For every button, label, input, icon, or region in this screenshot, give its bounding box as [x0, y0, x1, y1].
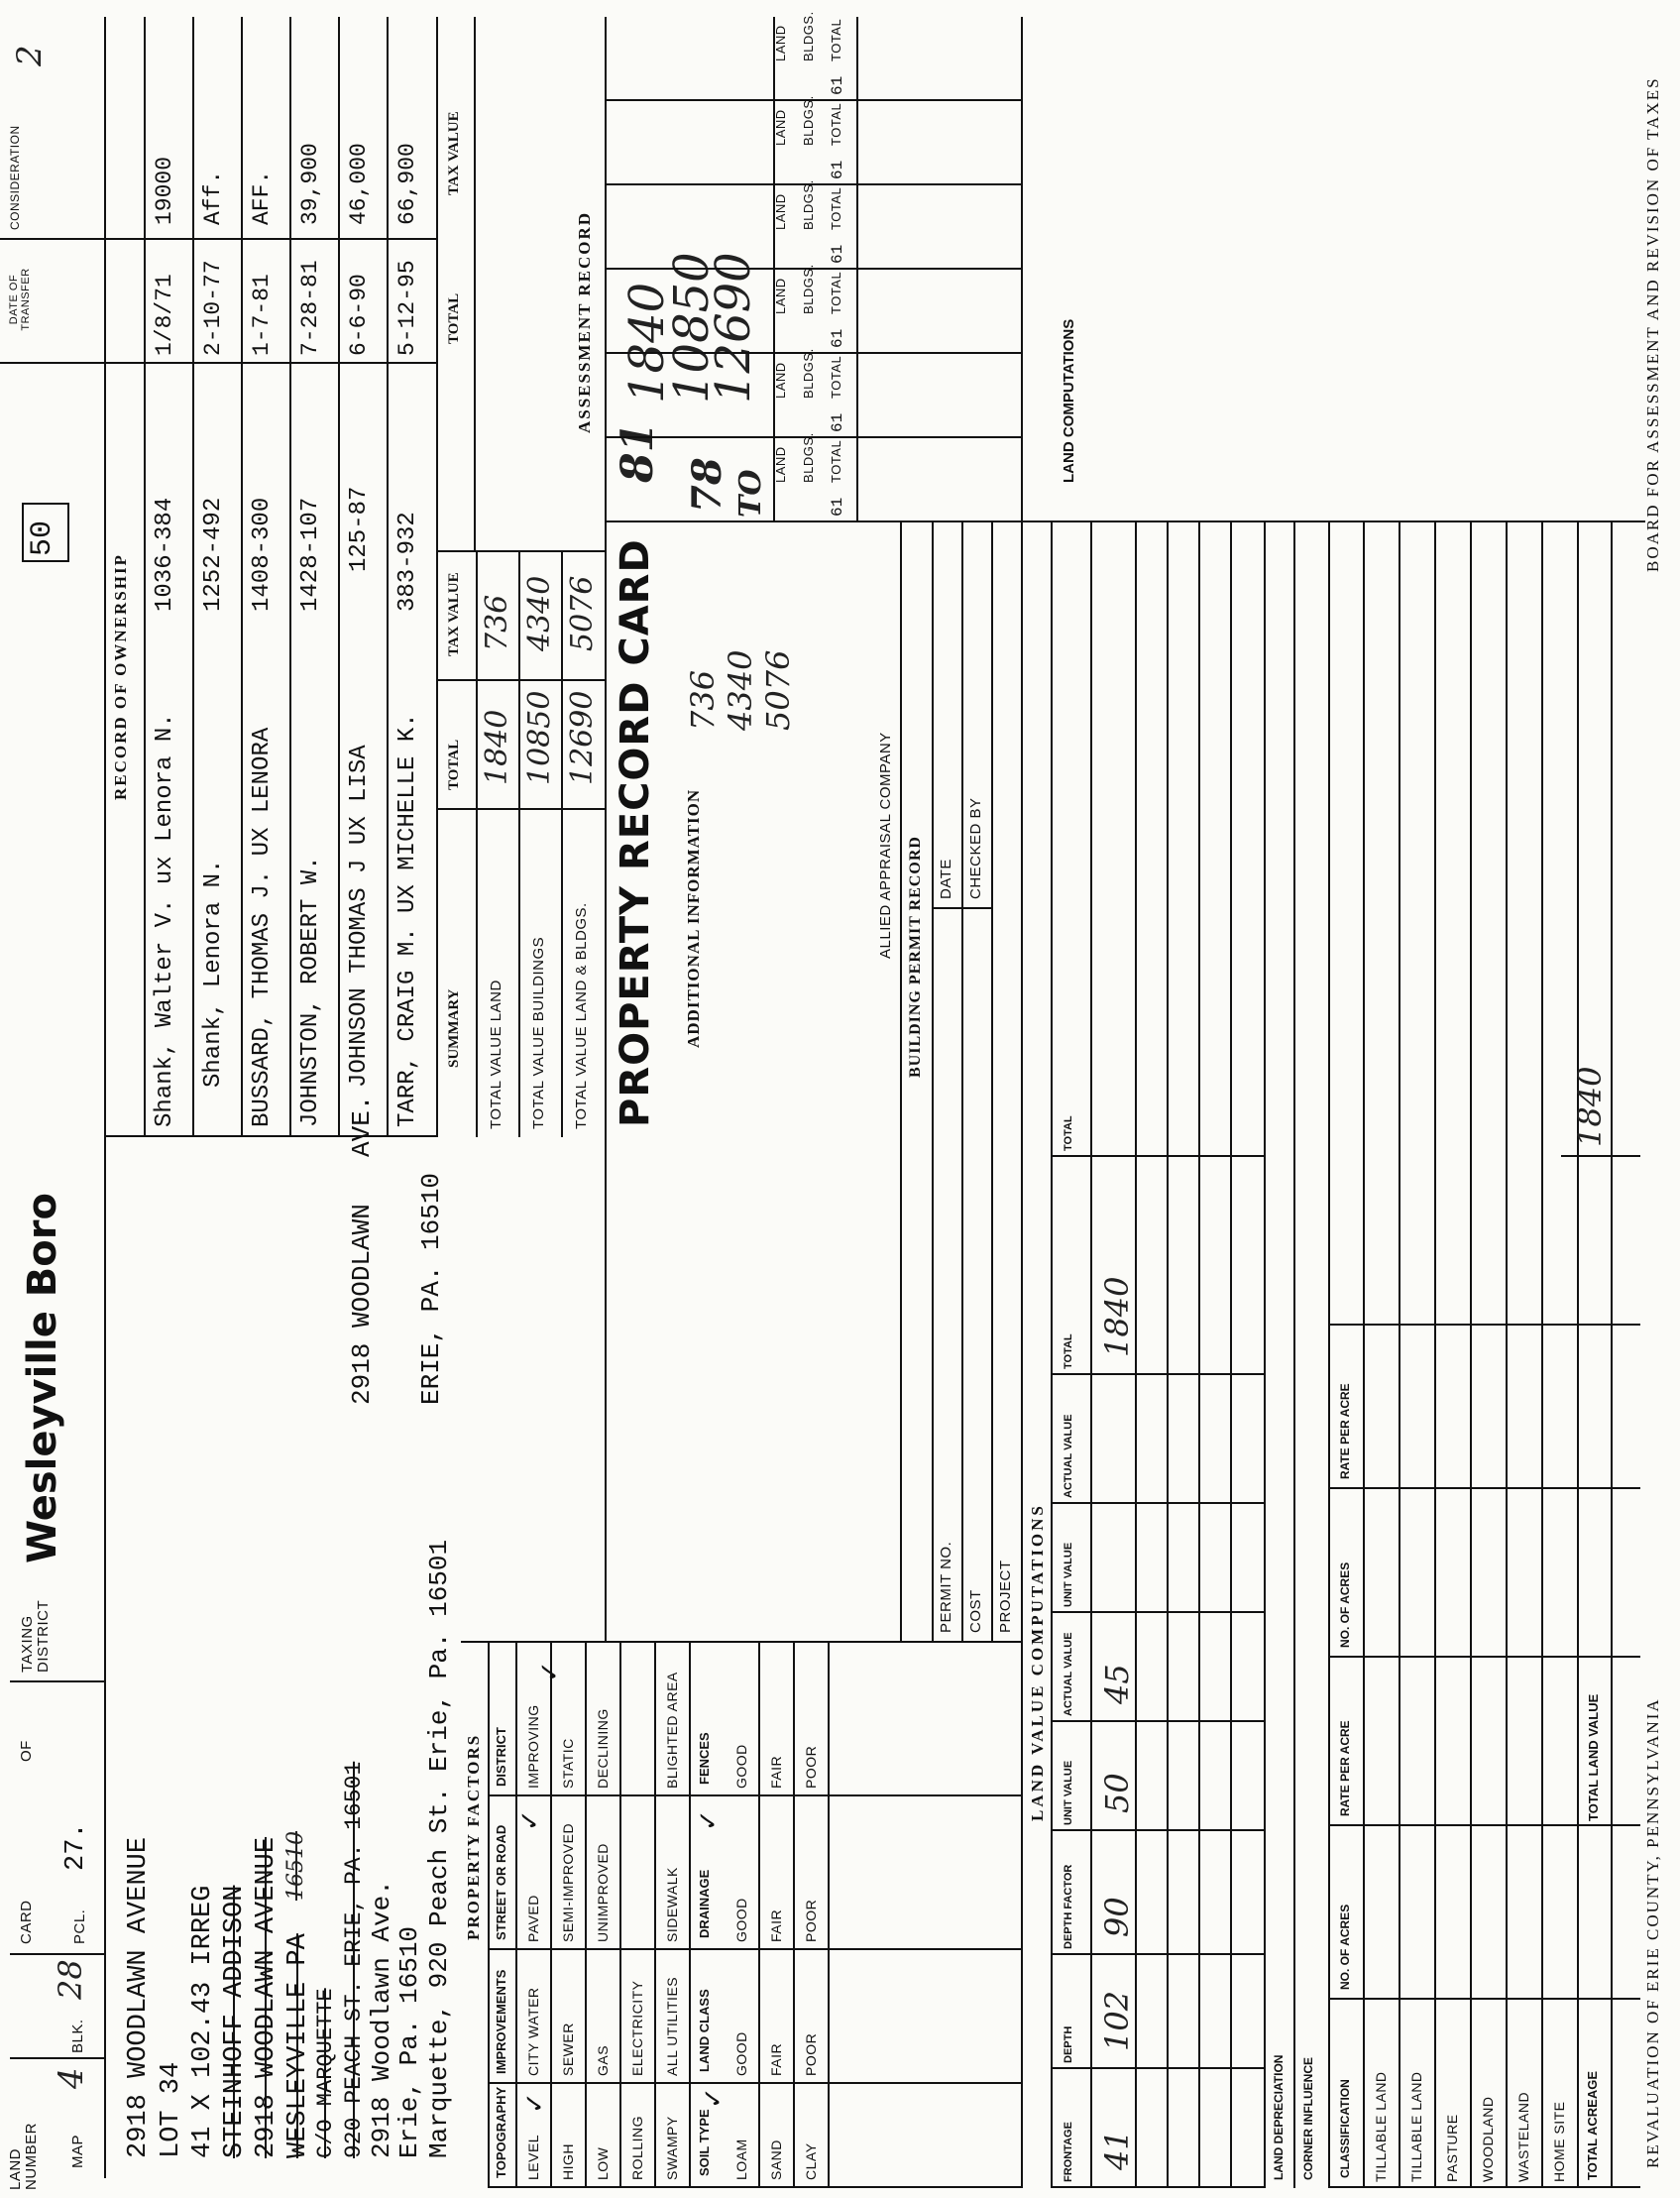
summary-tax: 736	[480, 594, 514, 651]
lv-cell: 41	[1098, 2130, 1136, 2170]
factors-row-line	[758, 1643, 760, 2188]
factor-item: SWAMPY	[664, 2116, 680, 2180]
consideration: Aff.	[200, 170, 226, 225]
topography-header: TOPOGRAPHY	[494, 2086, 508, 2178]
factors-col-line	[488, 2082, 1021, 2084]
factor-item: BLIGHTED AREA	[664, 1672, 680, 1789]
assessment-col-line	[605, 436, 1021, 438]
lv-line	[1230, 522, 1232, 2188]
owner-name: JOHNSTON, ROBERT W.	[297, 856, 324, 1127]
lv-line	[1506, 522, 1508, 2188]
factors-row-line	[654, 1643, 656, 2188]
factor-item: GAS	[595, 2044, 611, 2076]
right-tax-header: TAX VALUE	[446, 111, 462, 195]
property-factors-title: PROPERTY FACTORS	[464, 1733, 483, 1940]
pcl-label: PCL.	[71, 1909, 88, 1944]
lv-line	[1198, 522, 1200, 2188]
assessment-cell-label: BLDGS.	[801, 348, 816, 399]
summary-total: 10850	[522, 690, 557, 785]
factor-item: IMPROVING	[525, 1704, 541, 1789]
improvements-header: IMPROVEMENTS	[494, 1969, 508, 2074]
transfer-date: 6-6-90	[346, 274, 372, 356]
assessment-cell-label: TOTAL	[829, 102, 843, 146]
class-label: PASTURE	[1444, 2114, 1460, 2182]
factor-item: ROLLING	[629, 2116, 645, 2180]
assessment-col-line	[605, 183, 1021, 185]
transfer-date: 7-28-81	[297, 260, 323, 356]
assessment-hand-year: 81	[613, 421, 663, 483]
addr-line11: Marquette, 920 Peach St. Erie, Pa. 16501	[424, 1539, 454, 2158]
consideration: AFF.	[249, 170, 275, 225]
addr-line7: C/O MARQUETTE	[313, 1988, 338, 2158]
factor-item: CLAY	[803, 2142, 819, 2180]
factors-row-line	[619, 1643, 621, 2188]
factor-item: STATIC	[560, 1738, 576, 1789]
factor-item: FAIR	[768, 2042, 784, 2076]
pcl-value: 27.	[61, 1822, 91, 1871]
summary-title: SUMMARY	[446, 988, 462, 1068]
assessment-hand-year2: 78	[684, 457, 730, 513]
corner-mark: 2	[10, 45, 50, 66]
class-header: RATE PER ACRE	[1338, 1383, 1352, 1479]
consideration: 39,900	[297, 143, 323, 225]
addr-line4: STEINHOFF ADDISON	[220, 1885, 250, 2158]
ownership-row-line	[289, 17, 291, 1137]
footer-right: BOARD FOR ASSESSMENT AND REVISION OF TAXES	[1643, 76, 1662, 572]
summary-label: TOTAL VALUE LAND & BLDGS.	[573, 902, 590, 1129]
factor-item: PAVED	[525, 1895, 541, 1942]
ownership-row-line	[338, 17, 340, 1137]
owner-name: TARR, CRAIG M. UX MICHELLE K.	[394, 713, 421, 1127]
lv-line	[1264, 522, 1266, 2188]
owner-name: BUSSARD, THOMAS J. UX LENORA	[249, 727, 276, 1127]
permit-no-label: PERMIT NO.	[938, 1541, 954, 1633]
land-number-label: LAND NUMBER	[7, 2122, 40, 2190]
transfer-date: 2-10-77	[200, 260, 226, 356]
blk-value: 28	[52, 1959, 89, 2000]
lv-header: UNIT VALUE	[1063, 1760, 1074, 1825]
lv-line	[1135, 522, 1137, 2188]
assessment-year-mark: 61	[829, 160, 846, 179]
ownership-row-line	[387, 17, 389, 1137]
factor-item: SIDEWALK	[664, 1867, 680, 1942]
district-name: Wesleyville Boro	[20, 1193, 65, 1563]
assessment-cell-label: LAND	[773, 193, 788, 230]
assessment-cell-label: LAND	[773, 25, 788, 61]
assessment-cell-label: TOTAL	[829, 271, 843, 314]
permit-date-label: DATE	[938, 859, 954, 899]
checkmark: ✓	[520, 2092, 550, 2114]
consideration: 66,900	[394, 143, 420, 225]
factors-row-line	[550, 1643, 552, 2188]
summary-row-line	[476, 552, 478, 1137]
assessment-year-mark: 61	[829, 328, 846, 348]
transfer-date: 1/8/71	[152, 274, 177, 356]
owner-book: 125-87	[346, 486, 373, 572]
district-header: DISTRICT	[494, 1727, 508, 1787]
lv-col-line	[1328, 1656, 1640, 1658]
assessment-year-mark: 61	[829, 75, 846, 95]
assessment-cell-label: LAND	[773, 446, 788, 483]
of-label: OF	[18, 1740, 35, 1762]
lv-header: DEPTH	[1063, 2025, 1074, 2063]
class-label: HOME SITE	[1551, 2101, 1567, 2182]
ownership-row-line	[144, 17, 146, 1137]
factor-item: LOW	[595, 2146, 611, 2180]
land-depreciation-label: LAND DEPRECIATION	[1272, 2054, 1286, 2180]
lv-line	[1470, 522, 1472, 2188]
lv-line	[1051, 522, 1053, 2188]
lv-header: DEPTH FACTOR	[1063, 1864, 1074, 1949]
owner-name: Shank, Lenora N.	[200, 859, 227, 1088]
lv-header: ACTUAL VALUE	[1063, 1414, 1074, 1498]
factor-item: SEMI-IMPROVED	[560, 1822, 576, 1942]
land-value-title: LAND VALUE COMPUTATIONS	[1028, 1503, 1047, 1821]
total-acreage-label: TOTAL ACREAGE	[1585, 2070, 1600, 2180]
summary-total: 12690	[565, 690, 600, 785]
owner-name: Shank, Walter V. ux Lenora N.	[152, 713, 178, 1127]
corner-influence-label: CORNER INFLUENCE	[1301, 2056, 1315, 2180]
factor-item: POOR	[803, 1745, 819, 1789]
factors-row-line	[828, 1643, 830, 2188]
factor-item: GOOD	[733, 2031, 749, 2076]
assessment-cell-label: BLDGS.	[801, 432, 816, 483]
assessment-year-mark: 61	[829, 244, 846, 264]
ownership-row-line	[192, 17, 194, 1137]
owner-book: 383-932	[394, 512, 421, 612]
lv-line	[1328, 522, 1330, 2188]
factor-item: LOAM	[733, 2139, 749, 2180]
permit-project-label: PROJECT	[997, 1560, 1014, 1633]
lv-cell: 1840	[1098, 1276, 1136, 1357]
lv-line	[1363, 522, 1365, 2188]
addr-line9: 2918 Woodlawn Ave.	[367, 1880, 396, 2158]
assessment-cell-label: BLDGS.	[801, 11, 816, 61]
factors-row-line	[689, 1643, 691, 2188]
lv-line	[1434, 522, 1436, 2188]
factor-item: POOR	[803, 1899, 819, 1942]
assessment-year-mark: 61	[829, 497, 846, 517]
summary-total-header: TOTAL	[446, 739, 462, 790]
lv-col-line	[1328, 2186, 1640, 2188]
assessment-cell-label: BLDGS.	[801, 179, 816, 230]
lv-col-line	[1328, 1998, 1640, 2000]
class-label: TILLABLE LAND	[1373, 2071, 1389, 2182]
class-header: RATE PER ACRE	[1338, 1720, 1352, 1816]
assessment-col-line	[605, 352, 1021, 354]
addr-line6-hand: 16510	[283, 1831, 308, 1901]
factor-item: POOR	[803, 2032, 819, 2076]
assessment-hand-land: 1840	[619, 282, 675, 404]
summary-tax-header: TAX VALUE	[446, 572, 462, 656]
assessment-col-line	[605, 521, 1021, 522]
addr-line5: 2918 WOODLAWN AVENUE	[252, 1836, 281, 2158]
lv-line	[1167, 522, 1169, 2188]
summary-row-line	[518, 552, 520, 1137]
fences-header: FENCES	[697, 1732, 712, 1785]
factor-item: FAIR	[768, 1755, 784, 1789]
lv-line	[1577, 522, 1579, 2188]
summary-label: TOTAL VALUE LAND	[488, 980, 504, 1129]
addr-right2: AVE.	[347, 1095, 377, 1157]
transfer-date: 1-7-81	[249, 274, 275, 356]
ownership-title: RECORD OF OWNERSHIP	[111, 553, 130, 800]
ownership-row-line	[241, 17, 243, 1137]
factor-item: DECLINING	[595, 1708, 611, 1789]
addr-right1: 2918 WOODLAWN	[347, 1204, 377, 1405]
owner-book: 1036-384	[152, 497, 178, 612]
total-land-value-label: TOTAL LAND VALUE	[1586, 1693, 1601, 1821]
checkmark: ✓	[535, 1661, 565, 1682]
factor-item: HIGH	[560, 2143, 576, 2180]
factor-item: SEWER	[560, 2023, 576, 2076]
class-header: CLASSIFICATION	[1338, 2079, 1352, 2178]
factor-item: GOOD	[733, 1744, 749, 1789]
lv-line	[1611, 522, 1613, 2188]
checkmark: ✓	[515, 1809, 545, 1831]
assessment-cell-label: LAND	[773, 278, 788, 314]
class-label: WOODLAND	[1480, 2096, 1496, 2182]
addl-hand-1: 736	[684, 669, 722, 731]
map-value: 4	[52, 2067, 91, 2089]
permit-cost-label: COST	[967, 1589, 984, 1633]
summary-tax: 5076	[565, 575, 600, 651]
addr-line8: 920 PEACH ST. ERIE, PA. 16501	[341, 1761, 367, 2158]
factors-col-line	[488, 1948, 1021, 1950]
assessment-line	[773, 17, 775, 522]
factors-row-line	[793, 1643, 795, 2188]
lv-col-line	[1328, 1487, 1640, 1489]
assessment-col-line	[605, 268, 1021, 270]
assessment-cell-label: BLDGS.	[801, 264, 816, 314]
summary-row-line	[561, 552, 563, 1137]
card-label: CARD	[18, 1900, 35, 1944]
transfer-date: 5-12-95	[394, 260, 420, 356]
factor-item: ALL UTILITIES	[664, 1976, 680, 2076]
factors-row-line	[585, 1643, 587, 2188]
factor-item: GOOD	[733, 1898, 749, 1942]
assessment-cell-label: TOTAL	[829, 186, 843, 230]
factor-item: UNIMPROVED	[595, 1843, 611, 1942]
lv-header: FRONTAGE	[1063, 2122, 1074, 2182]
summary-tax: 4340	[522, 575, 557, 651]
owner-book: 1408-300	[249, 497, 276, 612]
owner-book: 1252-492	[200, 497, 227, 612]
lv-line	[1090, 522, 1092, 2188]
factors-line	[515, 1643, 517, 2188]
assessment-title: ASSESSMENT RECORD	[575, 210, 594, 433]
assessment-hand-to: TO	[733, 469, 768, 518]
assessment-hand-total: 12690	[706, 252, 761, 404]
assessment-cell-label: TOTAL	[829, 18, 843, 61]
assessment-line	[856, 17, 858, 522]
factors-col-line	[488, 2186, 1021, 2188]
class-header: NO. OF ACRES	[1338, 1904, 1352, 1990]
addr-line3: 41 X 102.43 IRREG	[188, 1885, 218, 2158]
summary-label: TOTAL VALUE BUILDINGS	[530, 936, 547, 1129]
assessment-cell-label: TOTAL	[829, 439, 843, 483]
assessment-cell-label: BLDGS.	[801, 95, 816, 146]
land-computations-label: LAND COMPUTATIONS	[1061, 318, 1077, 483]
addr-line1: 2918 WOODLAWN AVENUE	[124, 1836, 154, 2158]
factor-item: ELECTRICITY	[629, 1980, 645, 2076]
lv-col-line	[1328, 1824, 1640, 1826]
drainage-header: DRAINAGE	[697, 1869, 712, 1938]
assessment-cell-label: TOTAL	[829, 355, 843, 399]
lv-header: TOTAL	[1063, 1115, 1074, 1151]
assessment-hand-bldgs: 10850	[664, 252, 720, 404]
assessment-cell-label: LAND	[773, 362, 788, 399]
assessment-col-line	[605, 99, 1021, 101]
lv-header: TOTAL	[1063, 1333, 1074, 1369]
addr-right3: ERIE, PA. 16510	[416, 1172, 446, 1405]
factor-item: CITY WATER	[525, 1987, 541, 2076]
factor-item: LEVEL	[525, 2134, 541, 2180]
factor-item: SAND	[768, 2140, 784, 2180]
checkmark: ✓	[694, 1809, 724, 1831]
lv-line	[1541, 522, 1543, 2188]
assessment-cell-label: LAND	[773, 109, 788, 146]
checkmark: ✓	[699, 2087, 728, 2109]
soil-type-header: SOIL TYPE	[697, 2109, 712, 2176]
map-label: MAP	[69, 2134, 86, 2168]
factor-item: FAIR	[768, 1909, 784, 1942]
lv-line	[1399, 522, 1400, 2188]
permit-title: BUILDING PERMIT RECORD	[907, 836, 924, 1078]
addr-line2: LOT 34	[157, 2061, 186, 2158]
allied-appraisal: ALLIED APPRAISAL COMPANY	[877, 732, 894, 959]
lv-col-line	[1328, 1324, 1640, 1326]
lv-cell: 50	[1098, 1773, 1136, 1813]
lv-line	[1293, 522, 1295, 2188]
right-total-header: TOTAL	[446, 292, 462, 344]
lv-col-line	[1561, 1155, 1640, 1157]
street-header: STREET OR ROAD	[494, 1824, 508, 1940]
consideration: 19000	[152, 156, 177, 225]
total-land-value-hand: 1840	[1571, 1066, 1609, 1147]
lv-cell: 45	[1098, 1664, 1136, 1704]
addr-line6: WESLEYVILLE PA	[283, 1933, 313, 2158]
factors-col-line	[488, 1794, 1021, 1796]
permit-checked-label: CHECKED BY	[967, 797, 984, 899]
footer-left: REVALUATION OF ERIE COUNTY, PENNSYLVANIA	[1643, 1697, 1662, 2168]
card-number: 50	[26, 520, 59, 556]
lv-cell: 102	[1098, 1990, 1136, 2051]
blk-label: BLK.	[69, 2019, 86, 2053]
lv-cell: 90	[1098, 1897, 1136, 1937]
owner-name: JOHNSON THOMAS J UX LISA	[346, 745, 373, 1088]
summary-total: 1840	[480, 709, 514, 785]
additional-info: ADDITIONAL INFORMATION	[684, 788, 703, 1048]
consideration: 46,000	[346, 143, 372, 225]
consideration-header: CONSIDERATION	[8, 125, 22, 230]
class-label: WASTELAND	[1515, 2091, 1531, 2182]
addl-hand-3: 5076	[759, 649, 797, 731]
lv-header: UNIT VALUE	[1063, 1542, 1074, 1607]
assessment-year-mark: 61	[829, 412, 846, 432]
date-of-transfer-header: DATE OF TRANSFER	[8, 268, 32, 331]
addl-hand-2: 4340	[722, 649, 759, 731]
land-class-header: LAND CLASS	[697, 1989, 712, 2072]
addr-line10: Erie, Pa. 16510	[394, 1925, 424, 2158]
lv-header: ACTUAL VALUE	[1063, 1632, 1074, 1716]
property-record-title: PROPERTY RECORD CARD	[613, 538, 658, 1127]
owner-book: 1428-107	[297, 497, 324, 612]
class-label: TILLABLE LAND	[1408, 2071, 1424, 2182]
class-header: NO. OF ACRES	[1338, 1562, 1352, 1648]
taxing-district-label: TAXING DISTRICT	[19, 1599, 52, 1673]
